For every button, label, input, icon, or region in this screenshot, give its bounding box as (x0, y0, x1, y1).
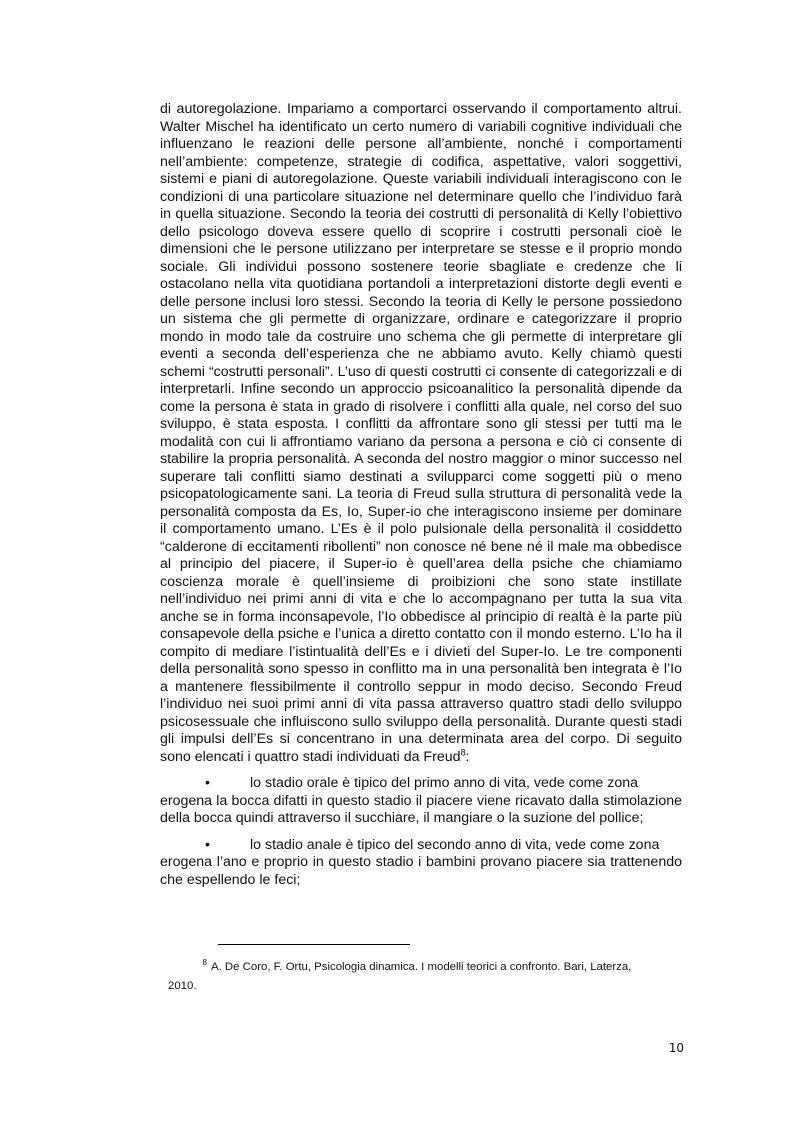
footnote-separator (218, 944, 410, 945)
list-item-anal-stage (160, 837, 682, 890)
main-paragraph (160, 101, 682, 766)
bullet-head (160, 837, 682, 855)
main-paragraph-text: di autoregolazione. Impariamo a comportarci osservando il comportamento altrui. Walter Mischel ha identificato un certo numero di variabili cognitive individuali che influenzano le reazioni delle persone all’ambiente, nonché i comportamenti nell’ambiente: competenze, strategie di codifica, aspettative, valori soggettivi, sistemi e piani di autoregolazione. Queste variabili individuali interagiscono con le condizioni di una particolare situazione nel determinare quello che l’individuo farà in quella situazione. Secondo la teoria dei costrutti di personalità di Kelly l’obiettivo dello psicologo doveva essere quello di scoprire i costrutti personali cioè le dimensioni che le persone utilizzano per interpretare se stesse e il proprio mondo sociale. Gli individui possono sostenere teorie sbagliate e credenze che li ostacolano nella vita quotidiana portandoli a interpretazioni distorte degli eventi e delle persone inclusi loro stessi. Secondo la teoria di Kelly le persone possiedono un sistema che gli permette di organizzare, ordinare e categorizzare il proprio mondo in modo tale da costruire uno schema che gli permette di interpretare gli eventi a seconda dell’esperienza che ne abbiamo avuto. Kelly chiamò questi schemi “costrutti personali”. L’uso di questi costrutti ci consente di categorizzali e di interpretarli. Infine secondo un approccio psicoanalitico la personalità dipende da come la persona è stata in grado di risolvere i conflitti alla quale, nel corso del suo sviluppo, è stata esposta. I conflitti da affrontare sono gli stessi per tutti ma le modalità con cui li affrontiamo variano da persona a persona e ciò ci consente di stabilire la propria personalità. A seconda del nostro maggior o minor successo nel superare tali conflitti siamo destinati a svilupparci come soggetti più o meno psicopatologicamente sani. La teoria di Freud sulla struttura di personalità vede la personalità composta da Es, Io, Super-io che interagiscono insieme per dominare il comportamento umano. L’Es è il polo pulsionale della personalità il cosiddetto “calderone di eccitamenti ribollenti” non conosce né bene né il male ma obbedisce al principio del piacere, il Super-io è quell’area della psiche che chiamiamo coscienza morale è quell’insieme di proibizioni che sono state instillate nell’individuo nei primi anni di vita e che lo accompagnano per tutta la sua vita anche se in forma inconsapevole, l’Io obbedisce al principio di realtà è la parte più consapevole della psiche e l’unica a diretto contatto con il mondo esterno. L’Io ha il compito di mediare l’istintualità dell’Es e i divieti del Super-Io. Le tre componenti della personalità sono spesso in conflitto ma in una personalità ben integrata è l’Io a mantenere flessibilmente il controllo seppur in modo deciso. Secondo Freud l’individuo nei suoi primi anni di vita passa attraverso quattro stadi dello sviluppo psicosessuale che influiscono sullo sviluppo della personalità. Durante questi stadi gli impulsi dell’Es si concentrano in una determinata area del corpo. Di seguito sono elencati i quattro stadi individuati da Freud (160, 101, 682, 765)
bullet-head (160, 775, 682, 793)
footnote-line-2: 2010. (168, 980, 197, 992)
bullet-icon: • (205, 775, 210, 791)
main-paragraph-end: : (465, 748, 470, 765)
body-text (160, 101, 682, 889)
bullet-first-line: lo stadio orale è tipico del primo anno di vita, vede come zona (250, 775, 639, 791)
footnote-line-1: A. De Coro, F. Ortu, Psicologia dinamica. I modelli teorici a confronto. Bari, Laterza, (211, 961, 632, 973)
bullet-rest: erogena l’ano e proprio in questo stadio i bambini provano piacere sia trattenendo che espellendo le feci; (160, 854, 682, 888)
page-number: 10 (668, 1041, 684, 1055)
bullet-rest: erogena la bocca difatti in questo stadio il piacere viene ricavato dalla stimolazione della bocca quindi attraverso il succhiare, il mangiare o la suzione del pollice; (160, 792, 682, 826)
bullet-first-line: lo stadio anale è tipico del secondo anno di vita, vede come zona (250, 836, 660, 853)
list-item-oral-stage (160, 775, 682, 828)
footnote-reference[interactable]: 8 (460, 746, 466, 757)
bullet-icon: • (205, 836, 210, 853)
footnote: 8 A. De Coro, F. Ortu, Psicologia dinamica. I modelli teorici a confronto. Bari, Laterza, 2010. (160, 958, 682, 996)
